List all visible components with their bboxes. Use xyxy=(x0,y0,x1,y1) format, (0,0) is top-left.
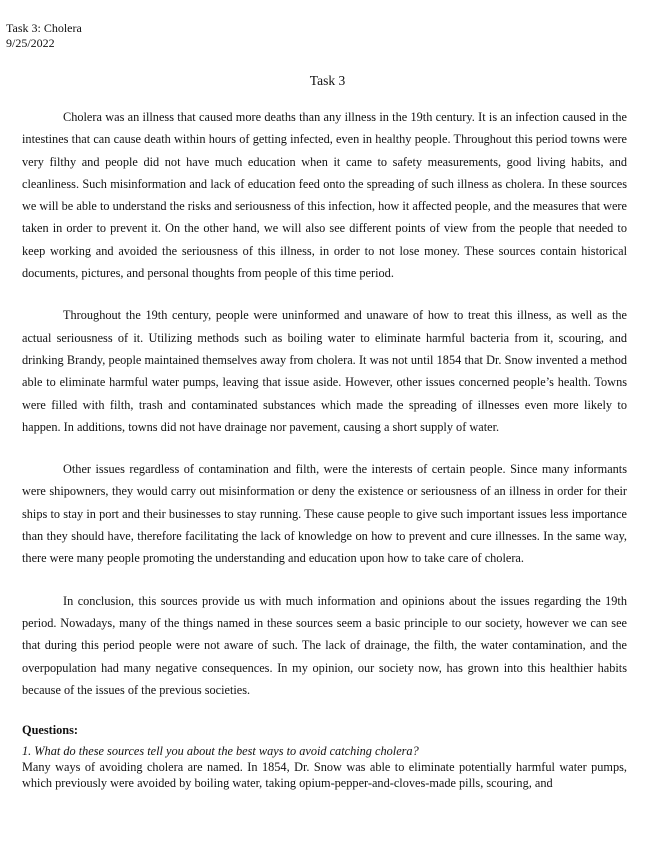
question-1-text: 1. What do these sources tell you about the best ways to avoid catching cholera? xyxy=(22,744,419,759)
document-body xyxy=(22,106,627,791)
paragraph-interests: Other issues regardless of contamination and filth, were the interests of certain people. Since many informants were shipowners, they would carry out misinformation or deny the existence or seriousness of an illness in order for their ships to stay in port and their businesses to stay running. These cause people to give such important issues less importance than they should have, therefore facilitating the lack of knowledge on how to prevent and cure illnesses. In the same way, there were many people promoting the understanding and education upon how to take care of cholera. xyxy=(22,462,627,566)
questions-section xyxy=(22,722,627,791)
questions-heading: Questions: xyxy=(22,723,79,738)
task-label: Task 3: Cholera xyxy=(6,21,82,35)
document-header xyxy=(6,21,82,51)
paragraph-conclusion: In conclusion, this sources provide us with much information and opinions about the issues regarding the 19th period. Nowadays, many of the things named in these sources seem a basic principle to our society, however we can see that during this period people were not aware of such. The lack of drainage, the filth, the water contamination, and the overpopulation had many negative consequences. In my opinion, our society now, has grown into this healthier habits because of the issues of the previous societies. xyxy=(22,593,627,697)
document-title: Task 3 xyxy=(309,73,346,88)
paragraph-introduction: Cholera was an illness that caused more deaths than any illness in the 19th century. It is an infection caused in the intestines that can cause death within hours of getting infected, even in healthy people. Throughout this period towns were very filthy and people did not have much education when it came to safety measurements, good living habits, and cleanliness. Such misinformation and lack of education feed onto the spreading of such illness as cholera. In these sources we will be able to understand the risks and seriousness of this infection, how it affected people, and the measures that were taken in order to prevent it. On the other hand, we will also see different points of view from the people that needed to keep working and avoided the seriousness of this illness, in order to not lose money. These sources contain historical documents, pictures, and personal thoughts from people of this time period. xyxy=(22,110,627,281)
date-label: 9/25/2022 xyxy=(6,36,55,50)
paragraph-prevention: Throughout the 19th century, people were uninformed and unaware of how to treat this illness, as well as the actual seriousness of it. Utilizing methods such as boiling water to eliminate harmful bacteria from it, scouring, and drinking Brandy, people maintained themselves away from cholera. It was not until 1854 that Dr. Snow invented a method able to eliminate harmful water pumps, leaving that issue aside. However, other issues concerned people’s health. Towns were filled with filth, trash and contaminated substances which made the spreading of illnesses even more likely to happen. In additions, towns did not have drainage nor pavement, causing a short supply of water. xyxy=(22,308,627,434)
question-1-answer: Many ways of avoiding cholera are named. In 1854, Dr. Snow was able to eliminate potentially harmful water pumps, which previously were avoided by boiling water, taking opium-pepper-and-cloves-made pills, scouring, and xyxy=(22,760,627,791)
